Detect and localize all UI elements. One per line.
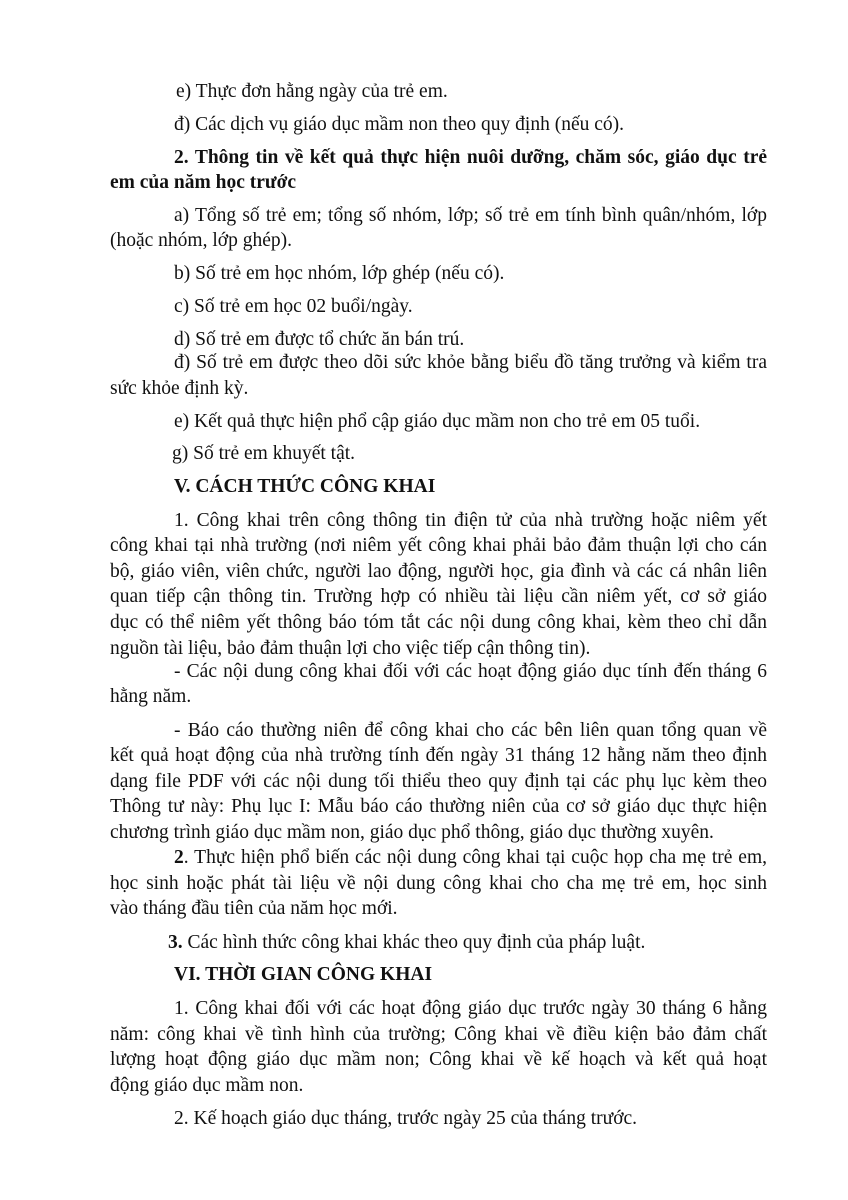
item-g: g) Số trẻ em khuyết tật. [172, 443, 356, 464]
section-vi-p1-line-3: lượng hoạt động giáo dục mầm non; Công khai về kế hoạch và kết quả hoạt [110, 1049, 767, 1070]
section-v-p3-number: 3. [168, 932, 183, 953]
section-v-p2-text: . Thực hiện phổ biến các nội dung công khai tại cuộc họp cha mẹ trẻ em, [183, 847, 767, 868]
section-2-heading-line-1: 2. Thông tin về kết quả thực hiện nuôi dưỡng, chăm sóc, giáo dục trẻ [174, 147, 767, 168]
section-v-dash2-line-3: dạng file PDF với các nội dung tối thiểu theo quy định tại các phụ lục kèm theo [110, 771, 767, 792]
section-v-p1-line-3: bộ, giáo viên, viên chức, người lao động, người học, gia đình và các cá nhân liên [110, 561, 767, 582]
section-v-p1-line-1: 1. Công khai trên công thông tin điện tử của nhà trường hoặc niêm yết [174, 510, 767, 531]
section-vi-p1-line-2: năm: công khai về tình hình của trường; Công khai về điều kiện bảo đảm chất [110, 1024, 767, 1045]
section-v-dash1-line-2: hằng năm. [110, 686, 192, 707]
section-vi-p1-line-4: động giáo dục mầm non. [110, 1075, 304, 1096]
item-c: c) Số trẻ em học 02 buổi/ngày. [174, 296, 413, 317]
section-v-dash1-line-1: - Các nội dung công khai đối với các hoạt động giáo dục tính đến tháng 6 [174, 661, 767, 682]
section-v-p1-line-2: công khai tại nhà trường (nơi niêm yết công khai phải bảo đảm thuận lợi cho cán [110, 535, 767, 556]
item-d: d) Số trẻ em được tổ chức ăn bán trú. [174, 329, 465, 350]
section-vi-heading: VI. THỜI GIAN CÔNG KHAI [174, 964, 433, 985]
item-a-line-2: (hoặc nhóm, lớp ghép). [110, 230, 292, 251]
item-dd-line-1: đ) Số trẻ em được theo dõi sức khỏe bằng biểu đồ tăng trưởng và kiểm tra [174, 352, 767, 373]
section-v-p1-line-6: nguồn tài liệu, bảo đảm thuận lợi cho việc tiếp cận thông tin). [110, 638, 591, 659]
section-v-p1-line-4: quan tiếp cận thông tin. Trường hợp có nhiều tài liệu cần niêm yết, cơ sở giáo [110, 586, 767, 607]
section-v-p2-line-2: học sinh hoặc phát tài liệu về nội dung công khai cho cha mẹ trẻ em, học sinh [110, 873, 767, 894]
section-vi-p2: 2. Kế hoạch giáo dục tháng, trước ngày 25 của tháng trước. [174, 1108, 638, 1129]
section-v-dash2-line-5: chương trình giáo dục mầm non, giáo dục phổ thông, giáo dục thường xuyên. [110, 822, 714, 843]
section-vi-p1-line-1: 1. Công khai đối với các hoạt động giáo dục trước ngày 30 tháng 6 hằng [174, 998, 767, 1019]
section-v-dash2-line-1: - Báo cáo thường niên để công khai cho các bên liên quan tổng quan về [174, 720, 767, 741]
section-v-p1-line-5: dục có thể niêm yết thông báo tóm tắt các nội dung công khai, kèm theo chỉ dẫn [110, 612, 767, 633]
item-dd-services: đ) Các dịch vụ giáo dục mầm non theo quy định (nếu có). [174, 114, 625, 135]
item-dd-line-2: sức khỏe định kỳ. [110, 378, 249, 399]
item-b: b) Số trẻ em học nhóm, lớp ghép (nếu có). [174, 263, 505, 284]
section-v-p3 [168, 930, 645, 956]
item-e-daily-menu: e) Thực đơn hằng ngày của trẻ em. [176, 81, 448, 102]
section-v-dash2-line-4: Thông tư này: Phụ lục I: Mẫu báo cáo thường niên của cơ sở giáo dục thực hiện [110, 796, 767, 817]
section-v-p2-line-3: vào tháng đầu tiên của năm học mới. [110, 898, 398, 919]
item-a-line-1: a) Tổng số trẻ em; tổng số nhóm, lớp; số trẻ em tính bình quân/nhóm, lớp [174, 205, 767, 226]
section-v-heading: V. CÁCH THỨC CÔNG KHAI [174, 476, 436, 497]
section-2-heading-line-2: em của năm học trước [110, 172, 297, 193]
section-v-p2-line-1 [174, 845, 767, 871]
section-v-p2-number: 2 [174, 847, 184, 868]
section-v-dash2-line-2: kết quả hoạt động của nhà trường tính đến ngày 31 tháng 12 hằng năm theo định [110, 745, 767, 766]
section-v-p3-text: Các hình thức công khai khác theo quy định của pháp luật. [182, 932, 646, 953]
item-e-results: e) Kết quả thực hiện phổ cập giáo dục mầm non cho trẻ em 05 tuổi. [174, 411, 701, 432]
